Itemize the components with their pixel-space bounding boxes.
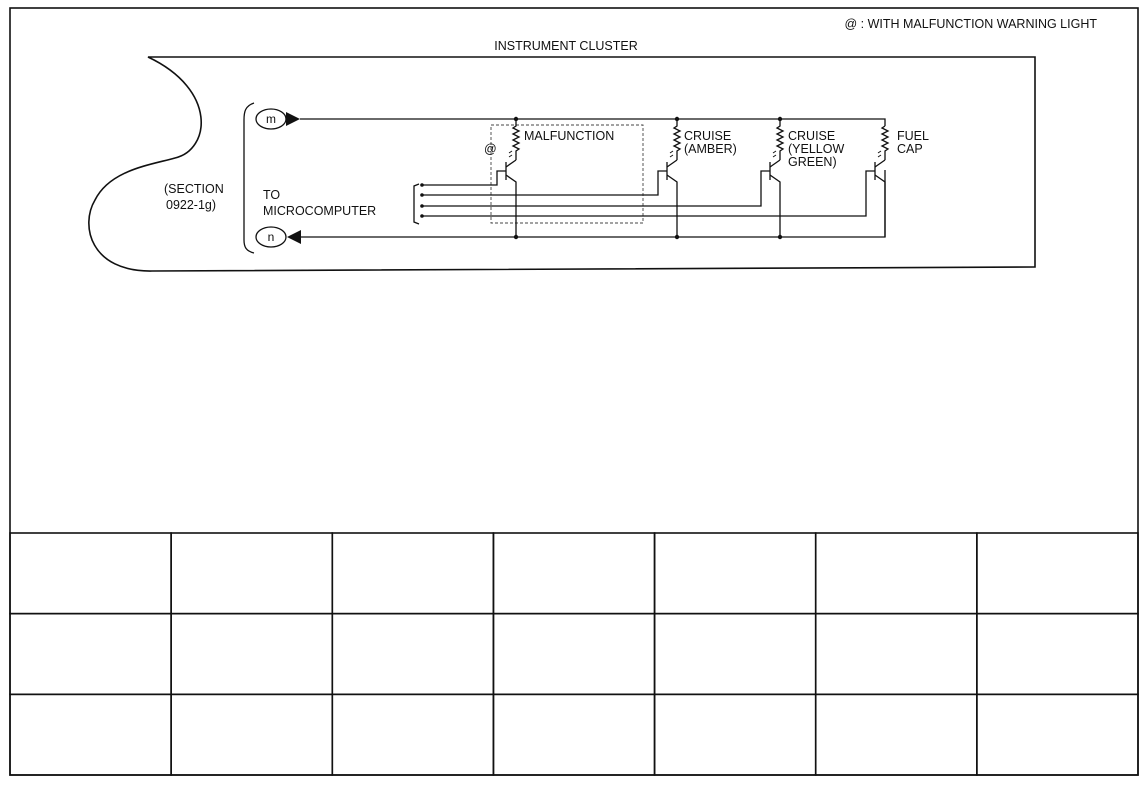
page-frame — [10, 8, 1138, 775]
microcomputer-bracket — [414, 184, 419, 224]
connector-bracket — [244, 103, 254, 253]
option-marker: @ — [484, 142, 497, 156]
grid-cell — [332, 694, 493, 775]
grid-cell — [493, 614, 654, 695]
grid-cell — [10, 694, 171, 775]
grid-cell — [816, 614, 977, 695]
connector-m — [256, 109, 300, 129]
svg-text:FUEL: FUEL — [897, 129, 929, 143]
grid-cell — [332, 533, 493, 614]
svg-text:CAP: CAP — [897, 142, 923, 156]
svg-text:n: n — [267, 230, 275, 244]
grid-cell — [493, 533, 654, 614]
grid-cell — [171, 694, 332, 775]
svg-text:CRUISE: CRUISE — [788, 129, 836, 143]
grid-cell — [655, 533, 816, 614]
svg-text:MALFUNCTION: MALFUNCTION — [524, 129, 615, 143]
grid-cell — [816, 533, 977, 614]
grid-cell — [977, 533, 1138, 614]
empty-grid-table — [10, 533, 1138, 775]
grid-cell — [10, 614, 171, 695]
ground-wire-n — [301, 170, 885, 237]
cluster-title: INSTRUMENT CLUSTER — [494, 39, 638, 53]
svg-text:(AMBER): (AMBER) — [684, 142, 737, 156]
grid-cell — [493, 694, 654, 775]
microcomputer-label-line1: TO — [263, 188, 281, 202]
terminal-dot — [420, 193, 424, 197]
lamp-circuit-malfunction — [422, 119, 614, 237]
svg-text:CRUISE: CRUISE — [684, 129, 732, 143]
grid-cell — [332, 614, 493, 695]
microcomputer-label-line2: MICROCOMPUTER — [263, 204, 377, 218]
svg-text:m: m — [266, 112, 276, 126]
connector-n — [256, 227, 301, 247]
legend-note: @ : WITH MALFUNCTION WARNING LIGHT — [844, 17, 1097, 31]
grid-cell — [816, 694, 977, 775]
section-ref-line2: 0922-1g) — [166, 198, 217, 212]
terminal-dot — [420, 183, 424, 187]
grid-cell — [977, 614, 1138, 695]
grid-cell — [655, 694, 816, 775]
grid-cell — [977, 694, 1138, 775]
lamp-circuit-cruise-yellow-green — [422, 119, 844, 237]
svg-text:(YELLOW: (YELLOW — [788, 142, 845, 156]
terminal-dot — [420, 214, 424, 218]
grid-cell — [171, 614, 332, 695]
cluster-boundary — [89, 57, 1035, 271]
terminal-dot — [420, 204, 424, 208]
grid-cell — [10, 533, 171, 614]
grid-cell — [171, 533, 332, 614]
svg-text:GREEN): GREEN) — [788, 155, 837, 169]
grid-cell — [655, 614, 816, 695]
section-ref-line1: (SECTION — [164, 182, 224, 196]
